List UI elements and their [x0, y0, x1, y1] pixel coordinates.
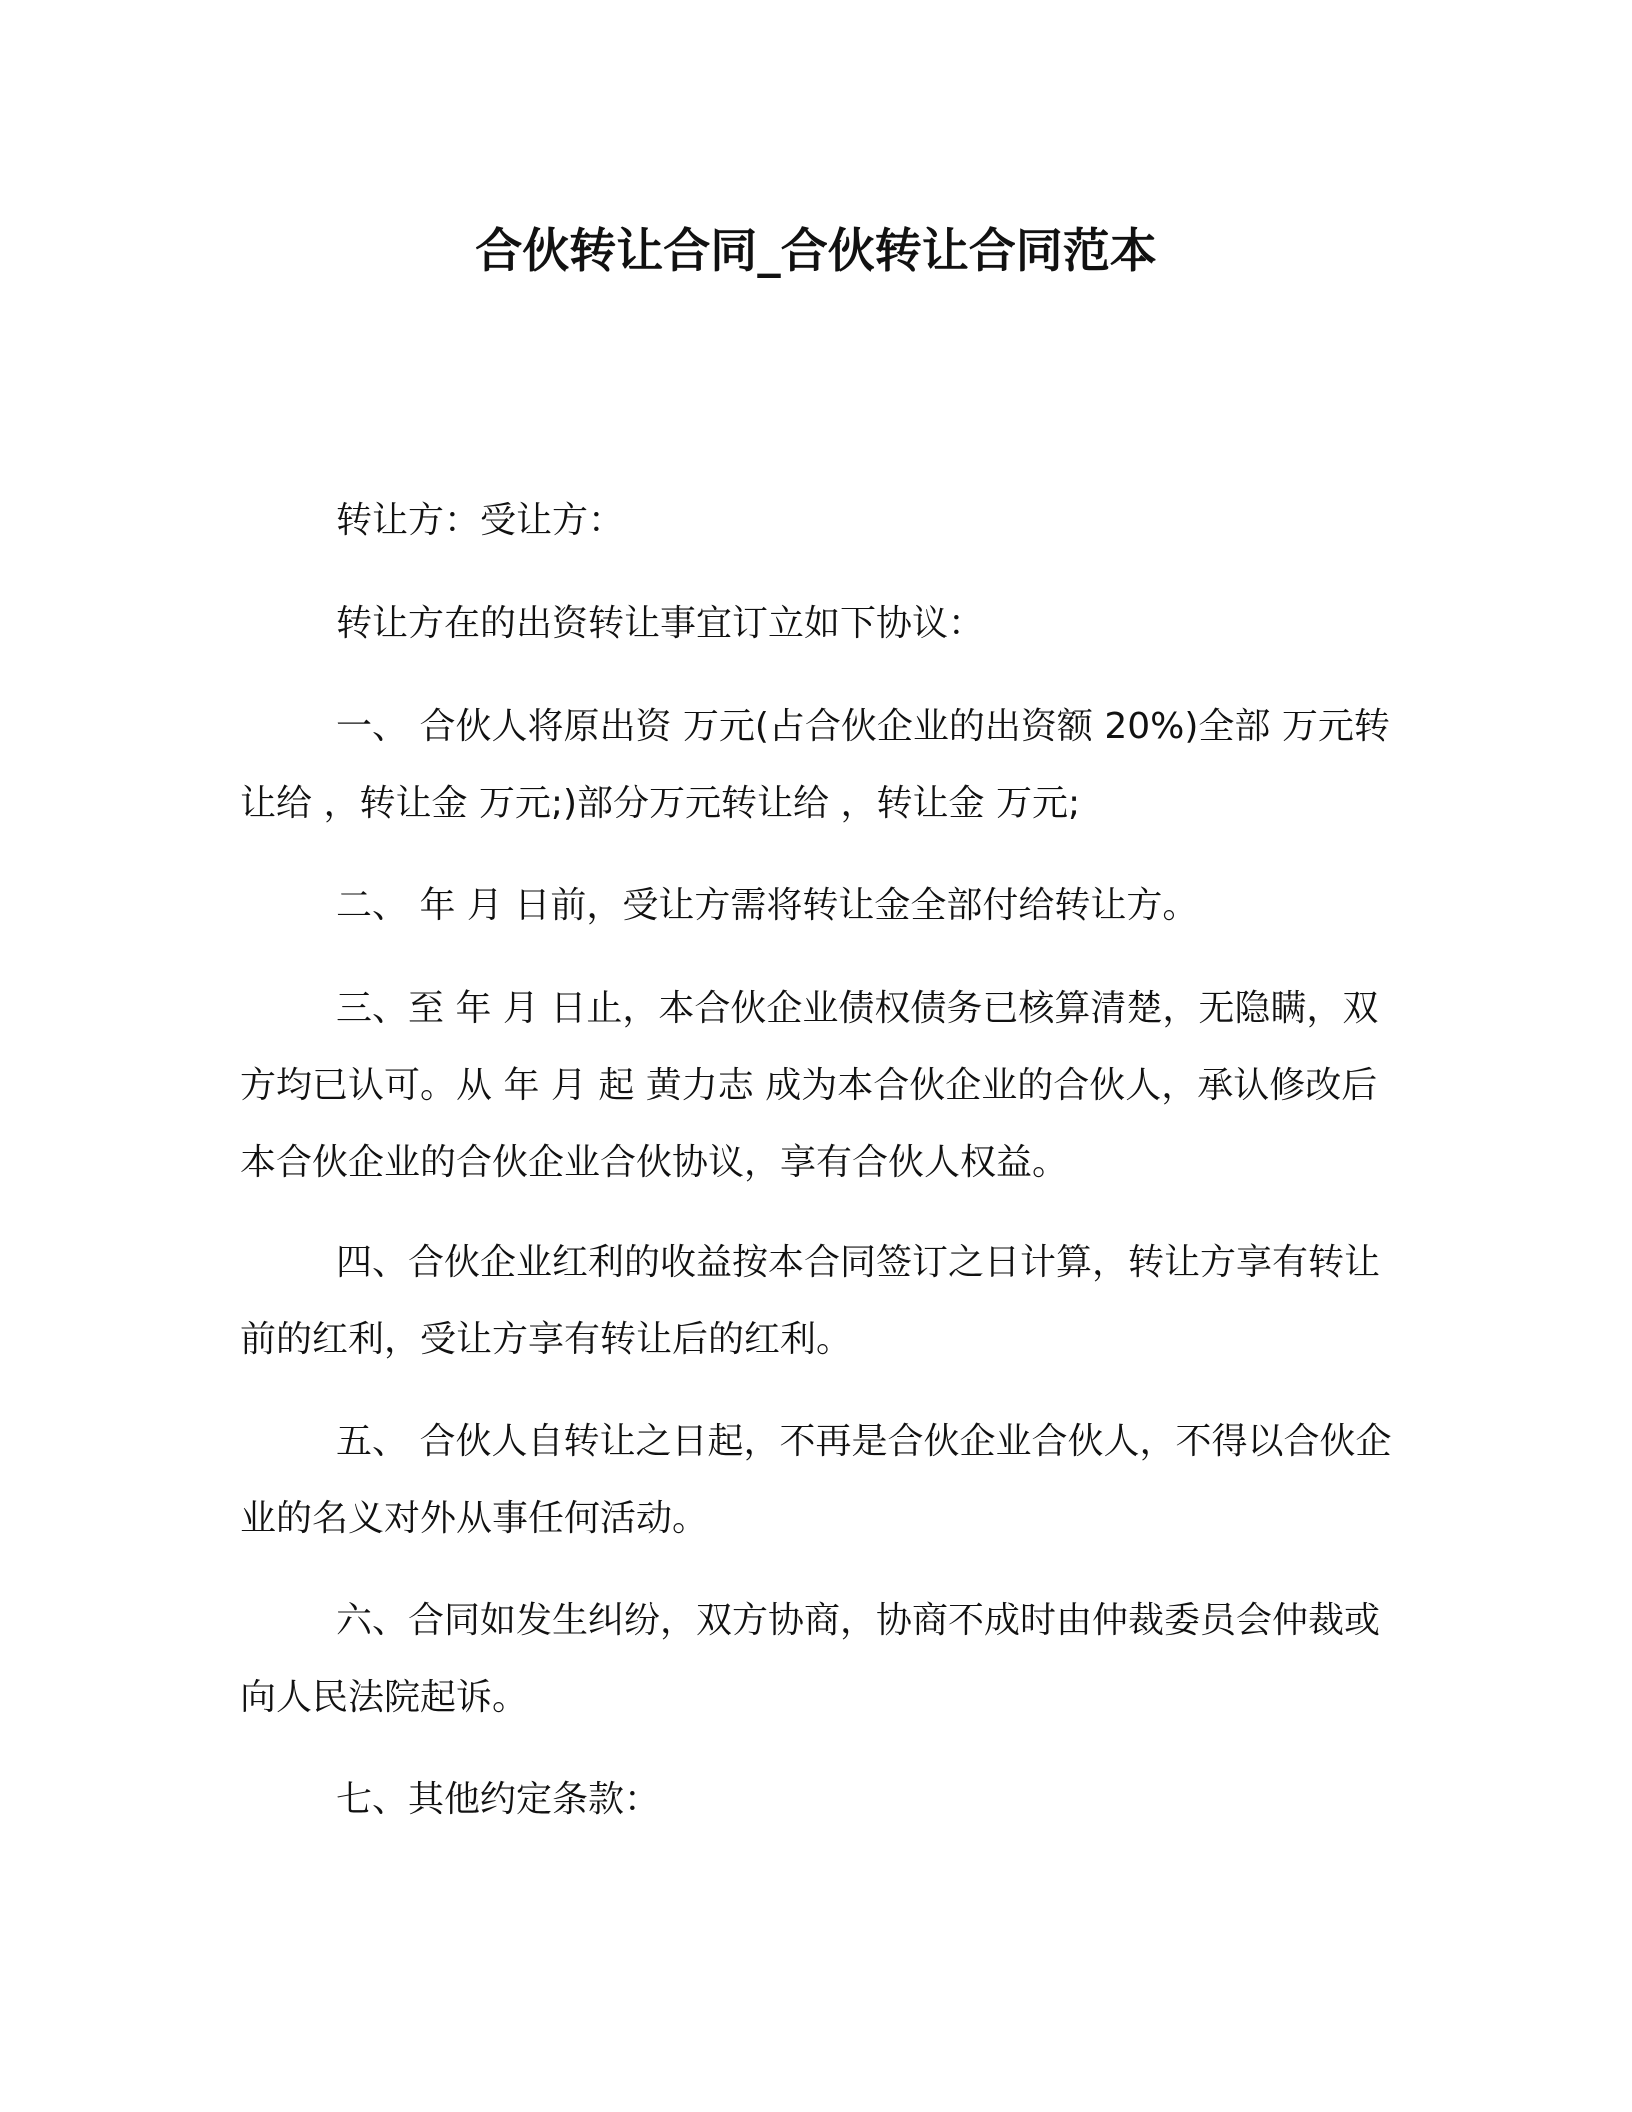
- paragraph-intro: 转让方在的出资转让事宜订立如下协议：: [336, 603, 985, 644]
- paragraph-clause-5: 五、 合伙人自转让之日起，不再是合伙企业合伙人，不得以合伙企业的名义对外从事任何活动。: [240, 1421, 1392, 1539]
- paragraph-clause-1: 一、 合伙人将原出资 万元(占合伙企业的出资额 20%)全部 万元转让给 ，转让金 万元;)部分万元转让给 ，转让金 万元;: [240, 706, 1390, 824]
- paragraph-clause-4: 四、合伙企业红利的收益按本合同签订之日计算，转让方享有转让前的红利，受让方享有转让后的红利。: [240, 1242, 1381, 1360]
- paragraph-parties: 转让方：受让方：: [336, 500, 625, 541]
- paragraph-clause-6: 六、合同如发生纠纷，双方协商，协商不成时由仲裁委员会仲裁或向人民法院起诉。: [240, 1600, 1381, 1718]
- paragraph-clause-2: 二、 年 月 日前，受让方需将转让金全部付给转让方。: [336, 885, 1199, 926]
- document-title: 合伙转让合同_合伙转让合同范本: [475, 224, 1157, 279]
- paragraph-clause-7: 七、其他约定条款：: [336, 1779, 661, 1820]
- paragraph-clause-3: 三、至 年 月 日止，本合伙企业债权债务已核算清楚，无隐瞒，双方均已认可。从 年 月 起 黄力志 成为本合伙企业的合伙人，承认修改后本合伙企业的合伙企业合伙协议，享有合伙人权益。: [240, 988, 1379, 1183]
